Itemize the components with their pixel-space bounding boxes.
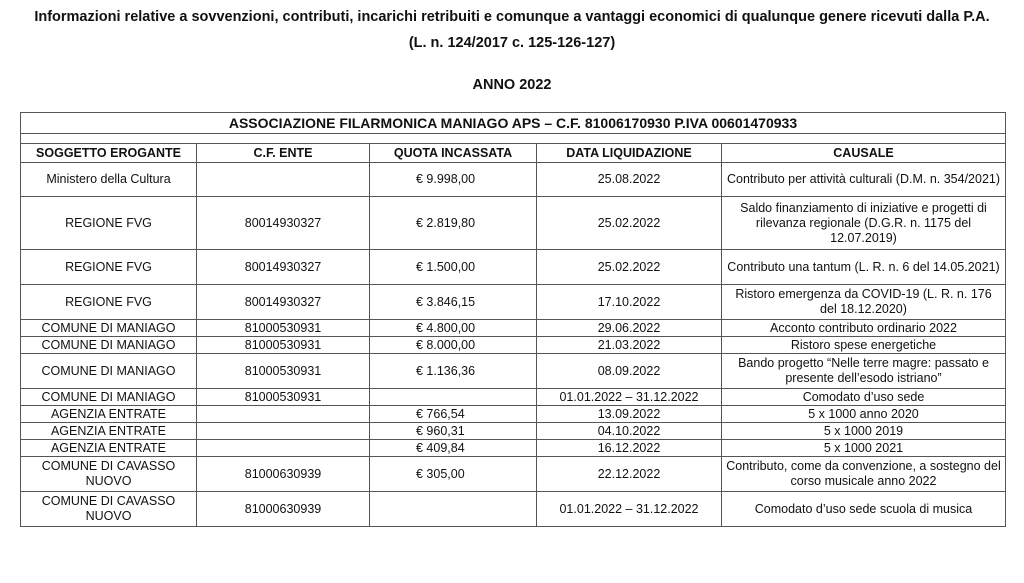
table-row bbox=[21, 354, 1006, 389]
cell-quota: € 409,84 bbox=[370, 440, 537, 457]
cell-soggetto: COMUNE DI MANIAGO bbox=[21, 337, 197, 354]
cell-data: 21.03.2022 bbox=[537, 337, 722, 354]
cell-soggetto: AGENZIA ENTRATE bbox=[21, 423, 197, 440]
cell-cf bbox=[197, 406, 370, 423]
cell-cf: 80014930327 bbox=[197, 285, 370, 320]
cell-quota bbox=[370, 492, 537, 527]
column-header-data: DATA LIQUIDAZIONE bbox=[537, 144, 722, 163]
cell-soggetto: COMUNE DI MANIAGO bbox=[21, 389, 197, 406]
cell-data: 25.02.2022 bbox=[537, 197, 722, 250]
cell-causale: Bando progetto “Nelle terre magre: passato e presente dell’esodo istriano” bbox=[722, 354, 1006, 389]
cell-cf: 81000530931 bbox=[197, 337, 370, 354]
cell-causale: 5 x 1000 2021 bbox=[722, 440, 1006, 457]
cell-causale: Contributo per attività culturali (D.M. n. 354/2021) bbox=[722, 163, 1006, 197]
table-row bbox=[21, 285, 1006, 320]
column-header-soggetto: SOGGETTO EROGANTE bbox=[21, 144, 197, 163]
cell-soggetto: COMUNE DI CAVASSO NUOVO bbox=[21, 492, 197, 527]
cell-quota: € 1.136,36 bbox=[370, 354, 537, 389]
cell-data: 01.01.2022 – 31.12.2022 bbox=[537, 389, 722, 406]
cell-data: 16.12.2022 bbox=[537, 440, 722, 457]
cell-cf: 81000530931 bbox=[197, 320, 370, 337]
cell-data: 01.01.2022 – 31.12.2022 bbox=[537, 492, 722, 527]
contributions-table bbox=[20, 112, 1006, 527]
table-row bbox=[21, 406, 1006, 423]
cell-soggetto: REGIONE FVG bbox=[21, 250, 197, 285]
spacer-row bbox=[21, 134, 1006, 144]
cell-data: 13.09.2022 bbox=[537, 406, 722, 423]
cell-cf: 81000530931 bbox=[197, 389, 370, 406]
cell-causale: Contributo una tantum (L. R. n. 6 del 14.05.2021) bbox=[722, 250, 1006, 285]
table-row bbox=[21, 163, 1006, 197]
cell-data: 04.10.2022 bbox=[537, 423, 722, 440]
cell-data: 29.06.2022 bbox=[537, 320, 722, 337]
cell-soggetto: REGIONE FVG bbox=[21, 285, 197, 320]
cell-soggetto: REGIONE FVG bbox=[21, 197, 197, 250]
cell-cf: 80014930327 bbox=[197, 197, 370, 250]
cell-causale: Comodato d’uso sede bbox=[722, 389, 1006, 406]
cell-quota: € 4.800,00 bbox=[370, 320, 537, 337]
table-row bbox=[21, 440, 1006, 457]
cell-causale: 5 x 1000 anno 2020 bbox=[722, 406, 1006, 423]
organization-header: ASSOCIAZIONE FILARMONICA MANIAGO APS – C.F. 81006170930 P.IVA 00601470933 bbox=[21, 113, 1006, 134]
cell-quota: € 2.819,80 bbox=[370, 197, 537, 250]
cell-data: 08.09.2022 bbox=[537, 354, 722, 389]
table-row bbox=[21, 320, 1006, 337]
cell-causale: Ristoro spese energetiche bbox=[722, 337, 1006, 354]
cell-soggetto: COMUNE DI CAVASSO NUOVO bbox=[21, 457, 197, 492]
cell-causale: Acconto contributo ordinario 2022 bbox=[722, 320, 1006, 337]
cell-soggetto: Ministero della Cultura bbox=[21, 163, 197, 197]
cell-soggetto: COMUNE DI MANIAGO bbox=[21, 354, 197, 389]
cell-cf bbox=[197, 423, 370, 440]
column-header-row bbox=[21, 144, 1006, 163]
cell-quota: € 8.000,00 bbox=[370, 337, 537, 354]
cell-quota bbox=[370, 389, 537, 406]
document-title: Informazioni relative a sovvenzioni, contributi, incarichi retribuiti e comunque a vantaggi economici di qualunque genere ricevuti dalla P.A. bbox=[34, 9, 990, 25]
cell-cf bbox=[197, 440, 370, 457]
cell-soggetto: AGENZIA ENTRATE bbox=[21, 406, 197, 423]
cell-data: 25.08.2022 bbox=[537, 163, 722, 197]
column-header-quota: QUOTA INCASSATA bbox=[370, 144, 537, 163]
cell-quota: € 3.846,15 bbox=[370, 285, 537, 320]
cell-data: 17.10.2022 bbox=[537, 285, 722, 320]
table-row bbox=[21, 457, 1006, 492]
cell-causale: Saldo finanziamento di iniziative e progetti di rilevanza regionale (D.G.R. n. 1175 del 12.07.2019) bbox=[722, 197, 1006, 250]
cell-quota: € 305,00 bbox=[370, 457, 537, 492]
law-reference: (L. n. 124/2017 c. 125-126-127) bbox=[408, 35, 616, 51]
cell-soggetto: COMUNE DI MANIAGO bbox=[21, 320, 197, 337]
table-row bbox=[21, 423, 1006, 440]
cell-quota: € 1.500,00 bbox=[370, 250, 537, 285]
column-header-cf: C.F. ENTE bbox=[197, 144, 370, 163]
cell-causale: Comodato d’uso sede scuola di musica bbox=[722, 492, 1006, 527]
cell-data: 25.02.2022 bbox=[537, 250, 722, 285]
cell-soggetto: AGENZIA ENTRATE bbox=[21, 440, 197, 457]
cell-cf: 81000530931 bbox=[197, 354, 370, 389]
cell-quota: € 960,31 bbox=[370, 423, 537, 440]
cell-cf bbox=[197, 163, 370, 197]
cell-data: 22.12.2022 bbox=[537, 457, 722, 492]
column-header-causale: CAUSALE bbox=[722, 144, 1006, 163]
table-row bbox=[21, 250, 1006, 285]
table-row bbox=[21, 492, 1006, 527]
cell-quota: € 9.998,00 bbox=[370, 163, 537, 197]
table-row bbox=[21, 197, 1006, 250]
cell-cf: 80014930327 bbox=[197, 250, 370, 285]
table-row bbox=[21, 337, 1006, 354]
cell-cf: 81000630939 bbox=[197, 492, 370, 527]
year-heading: ANNO 2022 bbox=[472, 77, 552, 93]
cell-cf: 81000630939 bbox=[197, 457, 370, 492]
cell-causale: 5 x 1000 2019 bbox=[722, 423, 1006, 440]
table-row bbox=[21, 389, 1006, 406]
cell-quota: € 766,54 bbox=[370, 406, 537, 423]
cell-causale: Ristoro emergenza da COVID-19 (L. R. n. 176 del 18.12.2020) bbox=[722, 285, 1006, 320]
cell-causale: Contributo, come da convenzione, a sostegno del corso musicale anno 2022 bbox=[722, 457, 1006, 492]
